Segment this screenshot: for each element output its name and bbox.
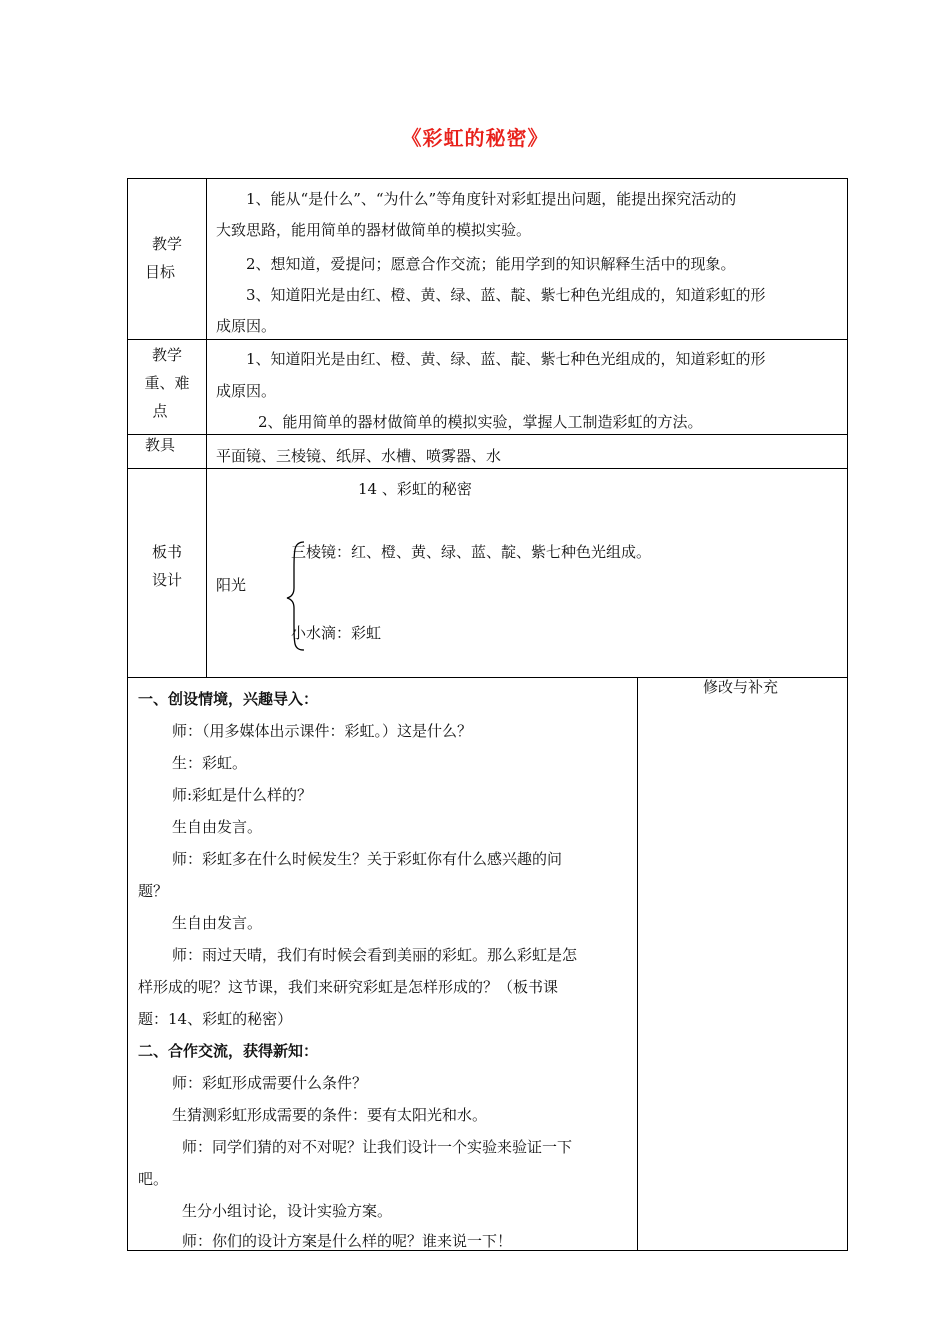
key-points-label-line-2: 重、难: [144, 374, 190, 392]
process-line-9: 生猜测彩虹形成需要的条件：要有太阳光和水。: [172, 1106, 488, 1124]
key-points-item-1-line-2: 成原因。: [216, 382, 277, 400]
process-line-7c: 题：14、彩虹的秘密）: [138, 1010, 293, 1028]
board-branch-prism: 三棱镜：红、橙、黄、绿、蓝、靛、紫七种色光组成。: [291, 543, 652, 561]
section-1-heading: 一、创设情境，兴趣导入：: [138, 690, 319, 708]
process-line-10b: 吧。: [138, 1170, 169, 1188]
process-line-2: 生：彩虹。: [172, 754, 248, 772]
process-line-1: 师：（用多媒体出示课件：彩虹。）这是什么？: [172, 722, 473, 740]
process-line-11: 生分小组讨论，设计实验方案。: [182, 1202, 393, 1220]
board-root: 阳光: [216, 576, 247, 594]
process-line-7a: 师：雨过天晴，我们有时候会看到美丽的彩虹。那么彩虹是怎: [172, 946, 578, 964]
objectives-label: [128, 230, 206, 286]
key-points-item-2: 2、能用简单的器材做简单的模拟实验，掌握人工制造彩虹的方法。: [258, 413, 703, 431]
document-title: 《彩虹的秘密》: [401, 126, 549, 150]
tools-label: 教具: [144, 436, 175, 454]
process-line-10a: 师：同学们猜的对不对呢？让我们设计一个实验来验证一下: [182, 1138, 573, 1156]
table-vertical-divider-left: [206, 179, 207, 677]
process-line-5b: 题？: [138, 882, 169, 900]
key-points-item-1-line-1: 1、知道阳光是由红、橙、黄、绿、蓝、靛、紫七种色光组成的，知道彩虹的形: [246, 350, 766, 368]
process-line-12: 师：你们的设计方案是什么样的呢？谁来说一下！: [182, 1232, 513, 1250]
board-branch-droplets: 小水滴：彩虹: [291, 624, 382, 642]
process-line-4: 生自由发言。: [172, 818, 263, 836]
key-points-label: [128, 341, 206, 425]
objectives-label-line-2: 目标: [144, 263, 175, 281]
key-points-label-line-1: 教学: [151, 346, 182, 364]
board-heading: 14 、彩虹的秘密: [358, 480, 472, 498]
revision-column-header: 修改与补充: [703, 678, 779, 696]
process-line-5a: 师：彩虹多在什么时候发生？关于彩虹你有什么感兴趣的问: [172, 850, 563, 868]
lesson-plan-table: [127, 178, 848, 1251]
tools-content: 平面镜、三棱镜、纸屏、水槽、喷雾器、水: [216, 447, 502, 465]
objectives-item-3-line-2: 成原因。: [216, 317, 277, 335]
board-label-line-1: 板书: [151, 543, 182, 561]
objectives-label-line-1: 教学: [151, 235, 182, 253]
process-line-8: 师：彩虹形成需要什么条件？: [172, 1074, 368, 1092]
objectives-item-3-line-1: 3、知道阳光是由红、橙、黄、绿、蓝、靛、紫七种色光组成的，知道彩虹的形: [246, 286, 766, 304]
process-line-3: 师:彩虹是什么样的？: [172, 786, 313, 804]
objectives-item-1-line-2: 大致思路，能用简单的器材做简单的模拟实验。: [216, 221, 532, 239]
board-label-line-2: 设计: [151, 571, 182, 589]
process-line-7b: 样形成的呢？这节课，我们来研究彩虹是怎样形成的？（板书课: [138, 978, 559, 996]
key-points-label-line-3: 点: [152, 402, 168, 420]
process-line-6: 生自由发言。: [172, 914, 263, 932]
objectives-item-1-line-1: 1、能从“是什么”、“为什么”等角度针对彩虹提出问题，能提出探究活动的: [246, 190, 737, 208]
section-2-heading: 二、合作交流，获得新知：: [138, 1042, 319, 1060]
board-label: [128, 538, 206, 594]
objectives-item-2: 2、想知道，爱提问；愿意合作交流；能用学到的知识解释生活中的现象。: [246, 255, 736, 273]
table-vertical-divider-right: [637, 677, 638, 1250]
